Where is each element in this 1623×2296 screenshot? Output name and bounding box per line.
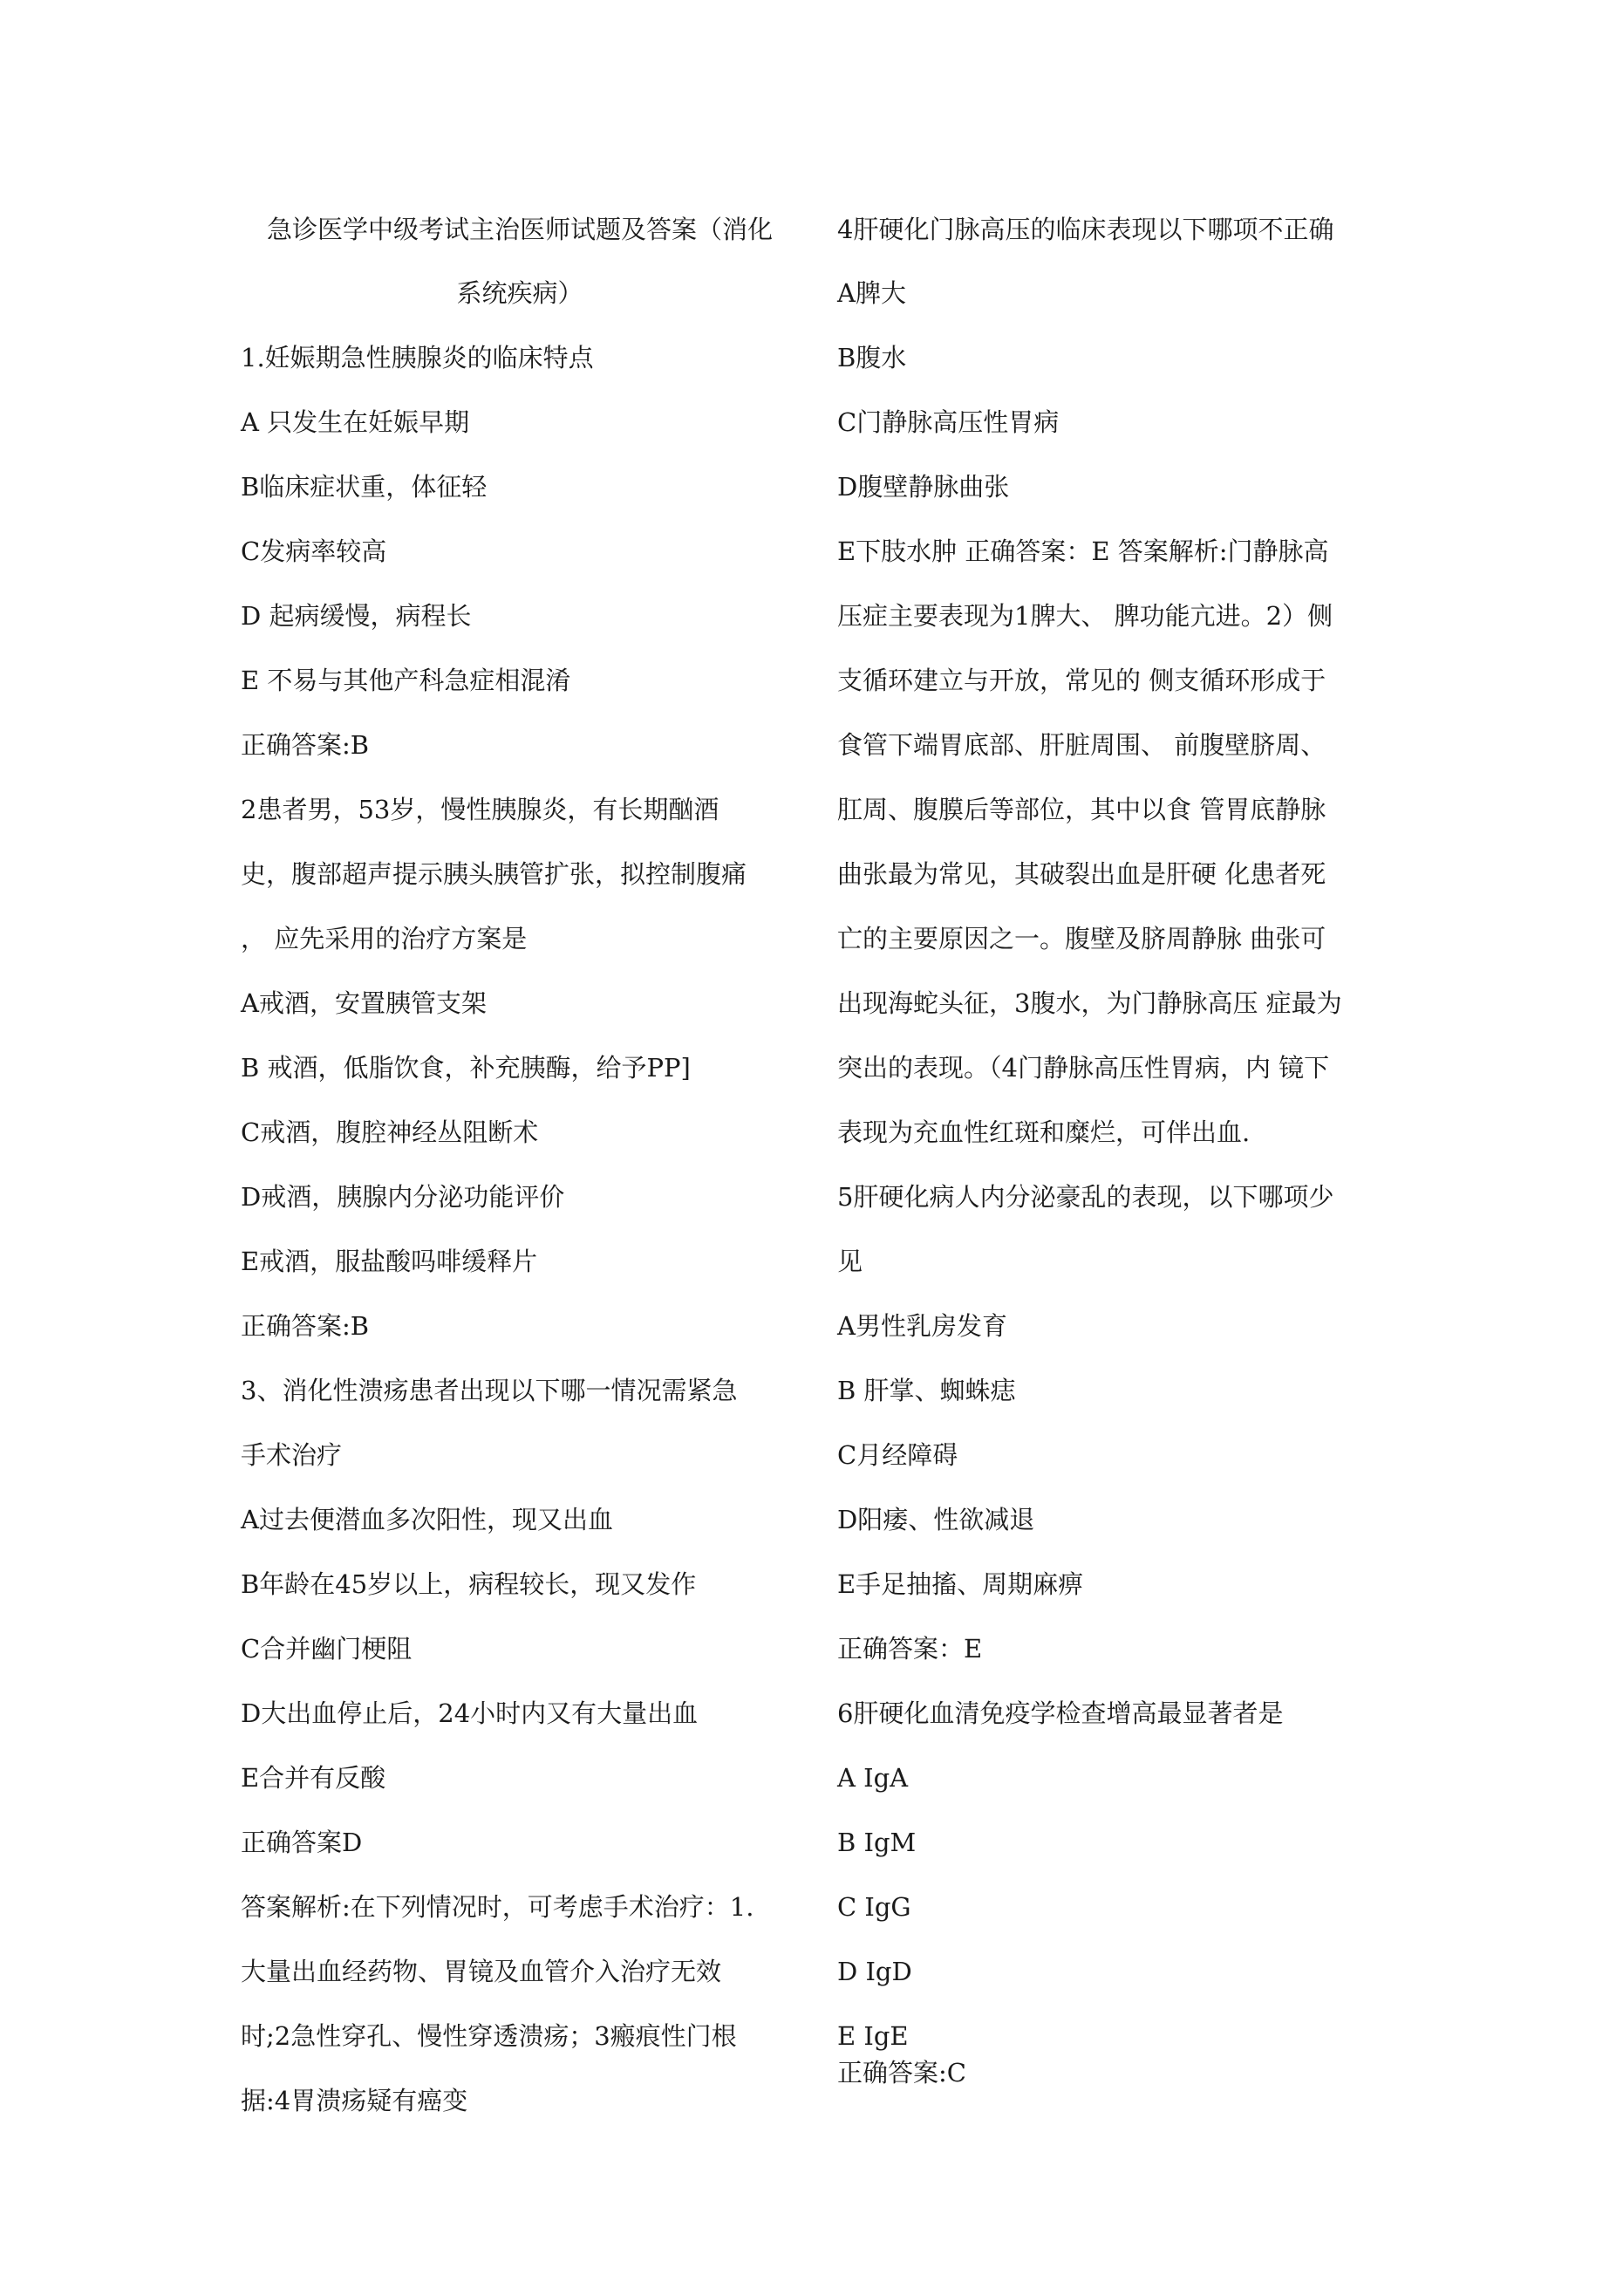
question-5-option-a: A男性乳房发育 (837, 1311, 1007, 1341)
question-3-explanation-line-2: 大量出血经药物、胃镜及血管介入治疗无效 (241, 1957, 722, 1986)
question-3-explanation-line-4: 据:4胃溃疡疑有癌变 (241, 2086, 468, 2115)
question-3-option-a: A过去便潜血多次阳性，现又出血 (241, 1505, 613, 1534)
question-4-explanation-line-1: 压症主要表现为1脾大、 脾功能亢进。2）侧 (837, 601, 1333, 631)
question-4-stem: 4肝硬化门脉高压的临床表现以下哪项不正确 (837, 215, 1334, 244)
question-3-option-b: B年龄在45岁以上，病程较长，现又发作 (241, 1569, 697, 1599)
question-6-option-c: C IgG (837, 1892, 911, 1922)
question-1-option-d: D 起病缓慢，病程长 (241, 601, 472, 631)
question-2-option-d: D戒酒，胰腺内分泌功能评价 (241, 1182, 565, 1212)
question-6-answer: 正确答案:C (837, 2058, 966, 2088)
question-4-explanation-line-7: 出现海蛇头征，3腹水，为门静脉高压 症最为 (837, 988, 1342, 1018)
question-6-option-b: B IgM (837, 1828, 917, 1857)
question-3-explanation-line-1: 答案解析:在下列情况时，可考虑手术治疗：1. (241, 1892, 754, 1922)
question-4-option-d: D腹壁静脉曲张 (837, 472, 1010, 502)
question-4-explanation-line-4: 肛周、腹膜后等部位，其中以食 管胃底静脉 (837, 795, 1326, 824)
question-2-stem-line-2: 史，腹部超声提示胰头胰管扩张，拟控制腹痛 (241, 859, 747, 889)
question-5-answer: 正确答案：E (837, 1634, 983, 1664)
question-1-option-c: C发病率较高 (241, 536, 387, 566)
question-4-explanation-line-2: 支循环建立与开放，常见的 侧支循环形成于 (837, 666, 1326, 695)
question-4-explanation-line-8: 突出的表现。（4门静脉高压性胃病，内 镜下 (837, 1053, 1330, 1083)
question-3-explanation-line-3: 时;2急性穿孔、慢性穿透溃疡；3瘢痕性门根 (241, 2021, 737, 2051)
question-5-option-b: B 肝掌、蜘蛛痣 (837, 1376, 1016, 1405)
question-2-answer: 正确答案:B (241, 1311, 370, 1341)
question-4-explanation-line-3: 食管下端胃底部、肝脏周围、 前腹壁脐周、 (837, 730, 1326, 760)
question-5-stem-line-2: 见 (837, 1247, 863, 1276)
question-1-option-a: A 只发生在妊娠早期 (241, 407, 470, 437)
question-4-explanation-line-9: 表现为充血性红斑和糜烂，可伴出血. (837, 1117, 1251, 1147)
question-3-option-c: C合并幽门梗阻 (241, 1634, 413, 1664)
question-5-option-d: D阳痿、性欲减退 (837, 1505, 1035, 1534)
question-2-option-b: B 戒酒，低脂饮食，补充胰酶，给予PP] (241, 1053, 691, 1083)
question-6-stem: 6肝硬化血清免疫学检查增高最显著者是 (837, 1698, 1284, 1728)
question-2-option-c: C戒酒，腹腔神经丛阻断术 (241, 1117, 539, 1147)
question-6-option-e: E IgE (837, 2021, 909, 2051)
question-3-option-d: D大出血停止后，24小时内又有大量出血 (241, 1698, 699, 1728)
question-2-option-e: E戒酒，服盐酸吗啡缓释片 (241, 1247, 538, 1276)
question-3-stem-line-2: 手术治疗 (241, 1440, 343, 1470)
question-5-option-c: C月经障碍 (837, 1440, 958, 1470)
question-4-explanation-line-6: 亡的主要原因之一。腹壁及脐周静脉 曲张可 (837, 924, 1326, 953)
document-title-line-2: 系统疾病） (456, 278, 583, 308)
question-4-option-a: A脾大 (837, 278, 906, 308)
question-4-option-b: B腹水 (837, 343, 907, 372)
question-1-stem: 1.妊娠期急性胰腺炎的临床特点 (241, 343, 594, 372)
question-3-stem-line-1: 3、消化性溃疡患者出现以下哪一情况需紧急 (241, 1376, 738, 1405)
question-6-option-d: D IgD (837, 1957, 912, 1986)
question-4-explanation-line-5: 曲张最为常见，其破裂出血是肝硬 化患者死 (837, 859, 1326, 889)
question-4-option-c: C门静脉高压性胃病 (837, 407, 1060, 437)
question-3-option-e: E合并有反酸 (241, 1763, 386, 1793)
question-5-stem-line-1: 5肝硬化病人内分泌豪乱的表现，以下哪项少 (837, 1182, 1334, 1212)
question-4-option-e-answer: E下肢水肿 正确答案：E 答案解析:门静脉高 (837, 536, 1329, 566)
question-1-option-b: B临床症状重，体征轻 (241, 472, 488, 502)
question-1-option-e: E 不易与其他产科急症相混淆 (241, 666, 571, 695)
question-2-option-a: A戒酒，安置胰管支架 (241, 988, 487, 1018)
question-6-option-a: A IgA (837, 1763, 909, 1793)
document-title-line-1: 急诊医学中级考试主治医师试题及答案（消化 (266, 215, 773, 244)
question-2-stem-line-1: 2患者男，53岁，慢性胰腺炎，有长期酗酒 (241, 795, 719, 824)
question-2-stem-line-3: ， 应先采用的治疗方案是 (241, 924, 528, 953)
question-1-answer: 正确答案:B (241, 730, 370, 760)
question-3-answer: 正确答案D (241, 1828, 363, 1857)
question-5-option-e: E手足抽搐、周期麻痹 (837, 1569, 1084, 1599)
